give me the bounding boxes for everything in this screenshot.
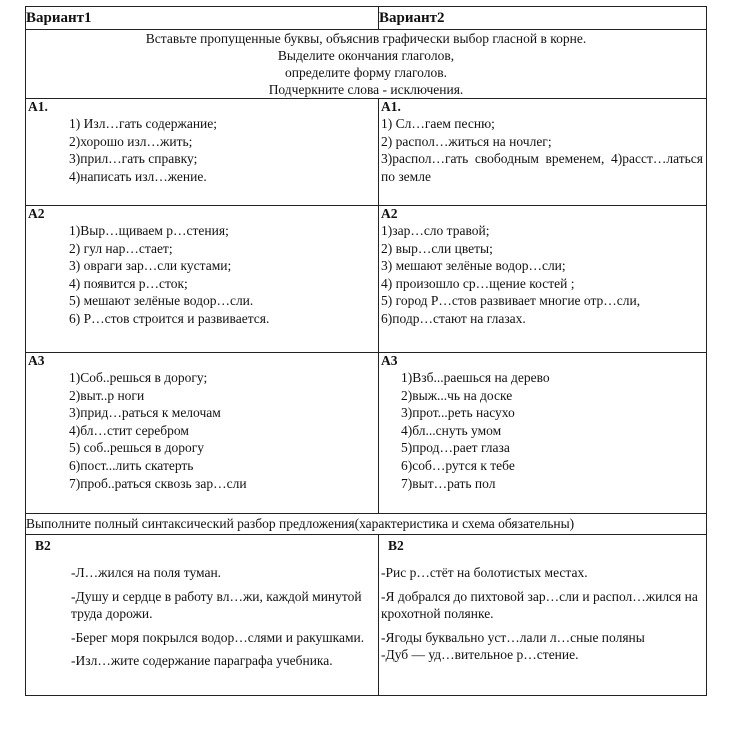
a1-variant2-cell — [379, 99, 707, 206]
task-item: 3)прил…гать справку; — [69, 151, 198, 167]
b2-variant2-cell — [379, 535, 707, 696]
task-item: 5)прод…рает глаза — [401, 440, 510, 456]
task-item: 4) произошло ср…щение костей ; — [381, 275, 575, 291]
b2-variant1-cell — [26, 535, 379, 696]
variant1-header: Вариант1 — [26, 7, 379, 30]
a3-variant2-cell — [379, 353, 707, 514]
task-item: 1) Сл…гаем песню; — [381, 116, 495, 131]
a2-variant1-cell — [26, 206, 379, 353]
instructions-row — [26, 30, 707, 99]
instruction-line: Вставьте пропущенные буквы, объяснив графически выбор гласной в корне. — [145, 31, 587, 46]
a1-right-title: А1. — [381, 99, 401, 114]
task-item: 2) выр…сли цветы; — [381, 240, 493, 256]
b2-row — [26, 535, 707, 696]
a1-left-title: А1. — [28, 99, 48, 114]
task-item: 4)написать изл…жение. — [69, 168, 207, 184]
task-item: 3)распол…гать свободным временем, 4)расст…латься по земле — [381, 151, 703, 184]
a3-right-title: А3 — [381, 353, 398, 368]
instruction-line: Подчеркните слова - исключения. — [268, 82, 464, 97]
task-item: 7)выт…рать пол — [401, 475, 496, 491]
sentence-item: -Я добрался до пихтовой зар…сли и распол…жился на крохотной полянке. — [381, 588, 698, 622]
task-item: 6) Р…стов строится и развивается. — [69, 310, 270, 326]
task-item: 4)бл...снуть умом — [401, 422, 502, 438]
instructions-cell — [26, 30, 707, 99]
task-item: 3) овраги зар…сли кустами; — [69, 258, 232, 274]
a2-right-title: А2 — [381, 206, 398, 221]
task-item: 3)прот...реть насухо — [401, 405, 515, 421]
task-item: 6)пост...лить скатерть — [69, 457, 194, 473]
task-item: 4)бл…стит серебром — [69, 422, 189, 438]
a1-variant1-cell — [26, 99, 379, 206]
task-item: 5) город Р…стов развивает многие отр…сли, — [381, 293, 641, 309]
sentence-item: -Берег моря покрылся водор…слями и ракушками. — [71, 629, 365, 645]
task-item: 1)Выр…щиваем р…стения; — [69, 223, 229, 238]
sentence-item: -Л…жился на поля туман. — [71, 565, 222, 580]
task-item: 2) гул нар…стает; — [69, 240, 173, 256]
sentence-item: -Изл…жите содержание параграфа учебника. — [71, 653, 333, 669]
worksheet-table — [25, 6, 707, 696]
sentence-item: -Душу и сердце в работу вл…жи, каждой минутой труда дорожи. — [71, 588, 362, 622]
task-item: 1)Соб..решься в дорогу; — [69, 370, 208, 385]
sentence-item: -Ягоды буквально уст…лали л…сные поляны — [381, 629, 645, 645]
a2-row — [26, 206, 707, 353]
task-item: 6)соб…рутся к тебе — [401, 457, 515, 473]
variant2-header: Вариант2 — [379, 7, 707, 30]
task-item: 5) мешают зелёные водор…сли. — [69, 293, 254, 309]
a1-row — [26, 99, 707, 206]
instruction-line: определите форму глаголов. — [285, 65, 447, 80]
task-item: 2)выж...чь на доске — [401, 387, 513, 403]
task-item: 2) распол…житься на ночлег; — [381, 133, 552, 149]
task-item: 7)проб..раться сквозь зар…сли — [69, 475, 247, 491]
task-item: 2)хорошо изл…жить; — [69, 133, 193, 149]
sentence-item: -Рис р…стёт на болотистых местах. — [381, 565, 588, 580]
syntax-task-row — [26, 514, 707, 535]
task-item: 1)Взб...раешься на дерево — [401, 370, 550, 385]
task-item: 1)зар…сло травой; — [381, 223, 490, 238]
sentence-item: -Дуб — уд…вительное р…стение. — [381, 647, 579, 663]
syntax-task: Выполните полный синтаксический разбор предложения(характеристика и схема обязательны) — [26, 514, 707, 535]
a2-variant2-cell — [379, 206, 707, 353]
a2-left-title: А2 — [28, 206, 45, 221]
b2-right-title: В2 — [388, 538, 404, 553]
task-item: 1) Изл…гать содержание; — [69, 116, 218, 131]
b2-left-title: В2 — [35, 538, 51, 553]
header-row — [26, 7, 707, 30]
a3-left-title: А3 — [28, 353, 45, 368]
a3-variant1-cell — [26, 353, 379, 514]
a3-row — [26, 353, 707, 514]
task-item: 6)подр…стают на глазах. — [381, 310, 526, 326]
task-item: 2)выт..р ноги — [69, 387, 145, 403]
instruction-line: Выделите окончания глаголов, — [277, 48, 455, 63]
task-item: 5) соб..решься в дорогу — [69, 440, 205, 456]
task-item: 3)прид…раться к мелочам — [69, 405, 221, 421]
task-item: 4) появится р…сток; — [69, 275, 188, 291]
task-item: 3) мешают зелёные водор…сли; — [381, 258, 566, 274]
